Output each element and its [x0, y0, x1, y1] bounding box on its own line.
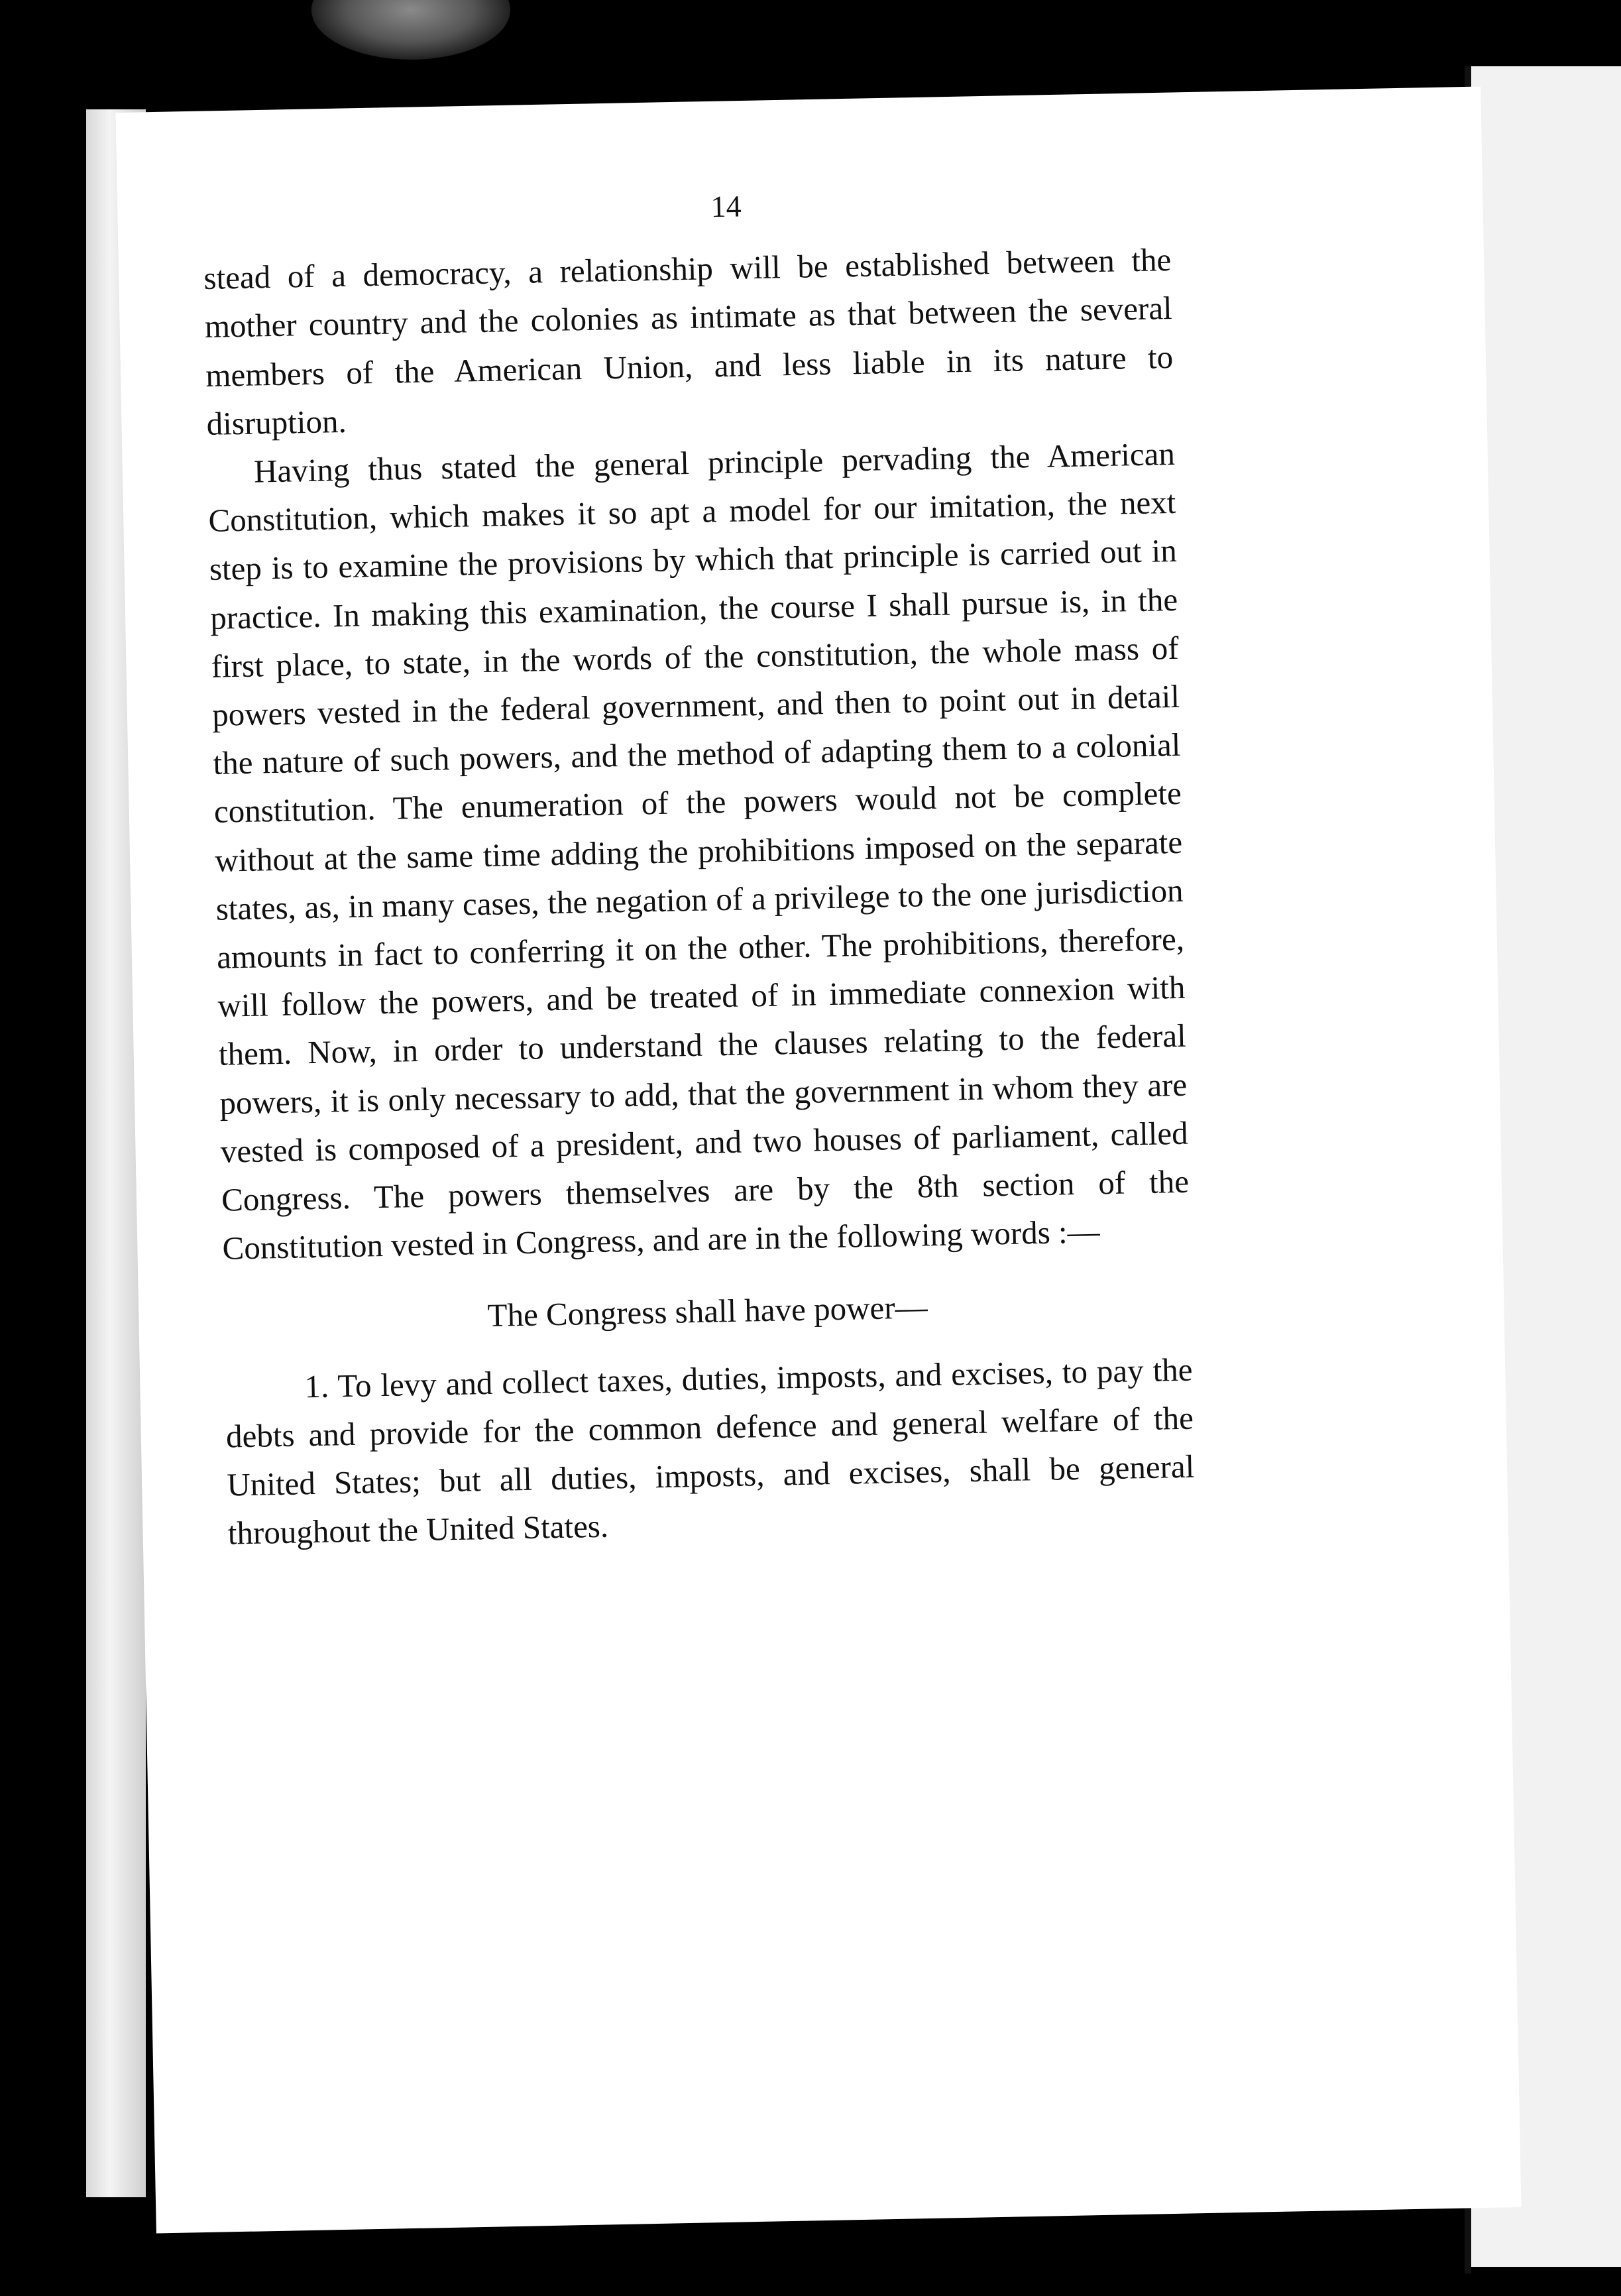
congress-heading: The Congress shall have power—	[487, 1289, 928, 1334]
page-number: 14	[710, 189, 742, 224]
page-text	[202, 174, 1196, 1558]
paragraph-main: Having thus stated the general principle pervading the American Constitution, which makes it so apt a model for our imitation, the next step is to examine the provisions by which that principle is carried out in practice. In making this examination, the course I shall pursue is, in the first place, to state, in the words of the constitution, the whole mass of powers vested in the federal government, and then to point out in detail the nature of such powers, and the method of adapting them to a colonial constitution. The enumeration of the powers would not be complete without at the same time adding the prohibitions imposed on the separate states, as, in many cases, the negation of a privilege to the one jurisdiction amounts in fact to conferring it on the other. The prohibitions, therefore, will follow the powers, and be treated of in immediate connexion with them. Now, in order to understand the clauses relating to the federal powers, it is only necessary to add, that the government in whom they are vested is composed of a president, and two houses of parliament, called Congress. The powers themselves are by the 8th section of the Constitution vested in Congress, and are in the following words :—	[207, 435, 1190, 1267]
clause-1: 1. To levy and collect taxes, duties, imposts, and excises, to pay the debts and provide for the common defence and general welfare of the United States; but all duties, imposts, and excises, shall be general throughout the United States.	[225, 1351, 1195, 1552]
paragraph-continuation: stead of a democracy, a relationship will be established between the mother country and the colonies as intimate as that between the several members of the American Union, and less liable in its nature to disruption.	[203, 241, 1174, 442]
